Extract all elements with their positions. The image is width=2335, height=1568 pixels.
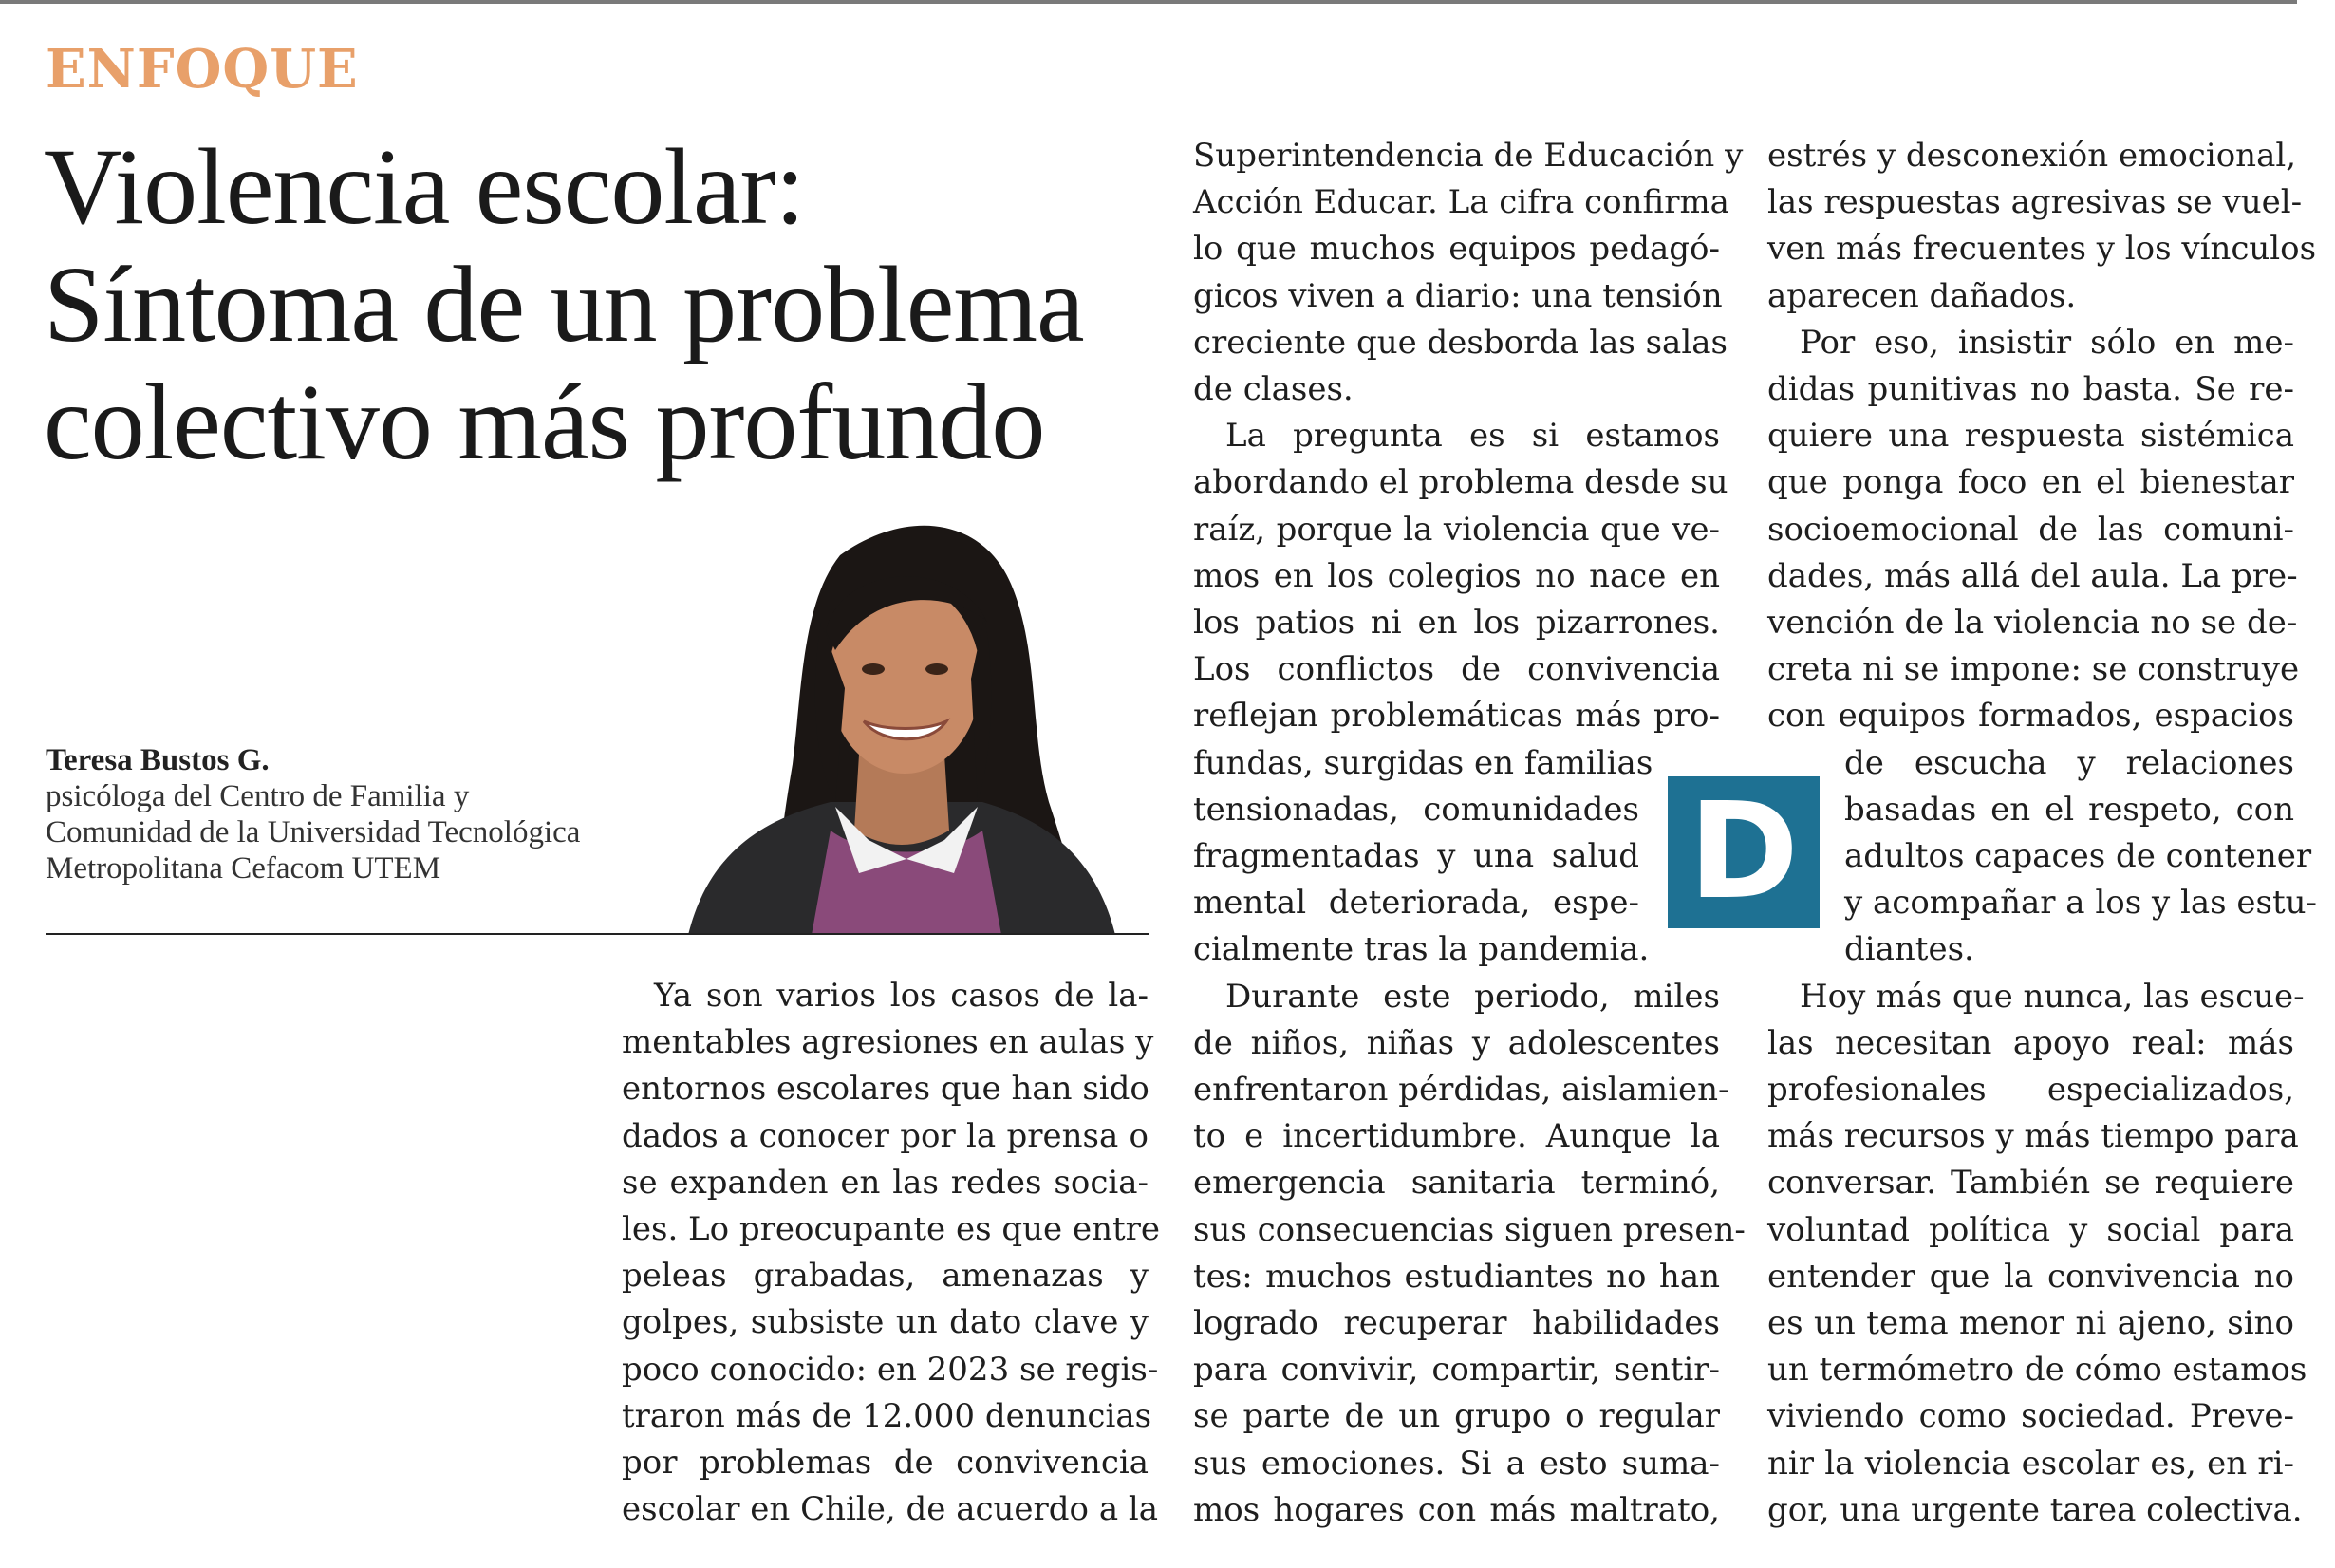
text-line: diantes. <box>1844 930 1974 969</box>
text-line: Acción Educar. La cifra confirma <box>1193 183 1729 222</box>
article-column-2 <box>1193 133 1746 1534</box>
text-line: es un tema menor ni ajeno, sino <box>1767 1304 2294 1343</box>
headline-line: Síntoma de un problema <box>44 244 1084 364</box>
text-line: las necesitan apoyo real: más <box>1767 1023 2294 1062</box>
headline <box>44 128 1164 481</box>
drop-cap: D <box>1668 776 1820 928</box>
article-column-1 <box>622 973 1161 1533</box>
text-line: quiere una respuesta sistémica <box>1767 417 2294 456</box>
text-line: dades, más allá del aula. La pre- <box>1767 556 2298 595</box>
text-line: un termómetro de cómo estamos <box>1767 1351 2307 1390</box>
text-line: creta ni se impone: se construye <box>1767 650 2300 689</box>
text-line: se parte de un grupo o regular <box>1193 1397 1720 1436</box>
text-line: sus consecuencias siguen presen- <box>1193 1210 1746 1249</box>
text-line: Por eso, insistir sólo en me- <box>1800 323 2294 362</box>
byline <box>46 742 672 887</box>
text-line: emergencia sanitaria terminó, <box>1193 1164 1720 1203</box>
text-line: poco conocido: en 2023 se regis- <box>622 1350 1159 1389</box>
text-line: enfrentaron pérdidas, aislamien- <box>1193 1071 1729 1110</box>
text-line: dados a conocer por la prensa o <box>622 1116 1149 1155</box>
author-role: Metropolitana Cefacom UTEM <box>46 851 441 886</box>
text-line: Ya son varios los casos de la- <box>654 977 1149 1015</box>
text-line: basadas en el respeto, con <box>1844 790 2294 829</box>
text-line: estrés y desconexión emocional, <box>1767 137 2297 175</box>
text-line: gicos viven a diario: una tensión <box>1193 276 1723 315</box>
text-line: voluntad política y social para <box>1767 1210 2294 1249</box>
text-line: creciente que desborda las salas <box>1193 323 1728 362</box>
author-name: Teresa Bustos G. <box>46 743 270 777</box>
text-line: Superintendencia de Educación y <box>1193 137 1744 175</box>
byline-divider <box>46 933 1149 935</box>
text-line: traron más de 12.000 denuncias <box>622 1396 1152 1435</box>
text-line: de niños, niñas y adolescentes <box>1193 1023 1720 1062</box>
text-line: Durante este periodo, miles <box>1225 977 1720 1016</box>
text-line: tensionadas, comunidades <box>1193 790 1639 829</box>
section-label: ENFOQUE <box>46 38 359 101</box>
text-line: conversar. También se requiere <box>1767 1164 2294 1203</box>
text-line: to e incertidumbre. Aunque la <box>1193 1117 1720 1156</box>
author-role: Comunidad de la Universidad Tecnológica <box>46 815 581 849</box>
text-line: golpes, subsiste un dato clave y <box>622 1303 1149 1342</box>
text-line: para convivir, compartir, sentir- <box>1193 1351 1720 1390</box>
text-line: cialmente tras la pandemia. <box>1193 930 1650 969</box>
text-line: y acompañar a los y las estu- <box>1844 884 2318 923</box>
text-line: peleas grabadas, amenazas y <box>622 1257 1149 1296</box>
text-line: mental deteriorada, espe- <box>1193 884 1639 923</box>
text-line: Hoy más que nunca, las escue- <box>1800 977 2305 1016</box>
text-line: adultos capaces de contener <box>1844 837 2312 876</box>
text-line: La pregunta es si estamos <box>1225 417 1720 456</box>
text-line: más recursos y más tiempo para <box>1767 1117 2299 1156</box>
text-line: vención de la violencia no se de- <box>1767 604 2298 643</box>
text-line: abordando el problema desde su <box>1193 463 1728 502</box>
text-line: mentables agresiones en aulas y <box>622 1023 1154 1062</box>
headline-line: Violencia escolar: <box>44 126 805 247</box>
text-line: reflejan problemáticas más pro- <box>1193 697 1720 736</box>
text-line: didas punitivas no basta. Se re- <box>1767 370 2294 409</box>
article-column-3 <box>1767 133 2318 1534</box>
text-line: tes: muchos estudiantes no han <box>1193 1257 1720 1296</box>
text-line: viviendo como sociedad. Preve- <box>1767 1397 2294 1436</box>
headline-line: colectivo más profundo <box>44 362 1045 482</box>
text-line: sus emociones. Si a esto suma- <box>1193 1444 1720 1483</box>
text-line: fundas, surgidas en familias <box>1193 743 1653 782</box>
text-line: entender que la convivencia no <box>1767 1257 2294 1296</box>
text-line: que ponga foco en el bienestar <box>1767 463 2294 502</box>
text-line: lo que muchos equipos pedagó- <box>1193 230 1720 269</box>
text-line: gor, una urgente tarea colectiva. <box>1767 1490 2303 1529</box>
text-line: Los conflictos de convivencia <box>1193 650 1720 689</box>
text-line: socioemocional de las comuni- <box>1767 510 2294 549</box>
text-line: con equipos formados, espacios <box>1767 697 2294 736</box>
text-line: ven más frecuentes y los vínculos <box>1767 230 2317 269</box>
text-line: los patios ni en los pizarrones. <box>1193 604 1720 643</box>
text-line: nir la violencia escolar es, en ri- <box>1767 1444 2294 1483</box>
text-line: fragmentadas y una salud <box>1193 837 1639 876</box>
text-line: de escucha y relaciones <box>1844 743 2294 782</box>
text-line: entornos escolares que han sido <box>622 1070 1149 1109</box>
text-line: mos hogares con más maltrato, <box>1193 1490 1720 1529</box>
text-line: les. Lo preocupante es que entre <box>622 1210 1161 1249</box>
text-line: por problemas de convivencia <box>622 1444 1149 1483</box>
text-line: se expanden en las redes socia- <box>622 1163 1149 1202</box>
text-line: aparecen dañados. <box>1767 276 2077 315</box>
author-role: psicóloga del Centro de Familia y <box>46 779 470 813</box>
text-line: escolar en Chile, de acuerdo a la <box>622 1490 1159 1529</box>
text-line: de clases. <box>1193 370 1354 409</box>
top-rule <box>0 0 2297 4</box>
text-line: las respuestas agresivas se vuel- <box>1767 183 2303 222</box>
author-photo <box>669 517 1149 935</box>
text-line: logrado recuperar habilidades <box>1193 1304 1720 1343</box>
text-line: mos en los colegios no nace en <box>1193 556 1720 595</box>
text-line: profesionales especializados, <box>1767 1071 2294 1110</box>
text-line: raíz, porque la violencia que ve- <box>1193 510 1720 549</box>
